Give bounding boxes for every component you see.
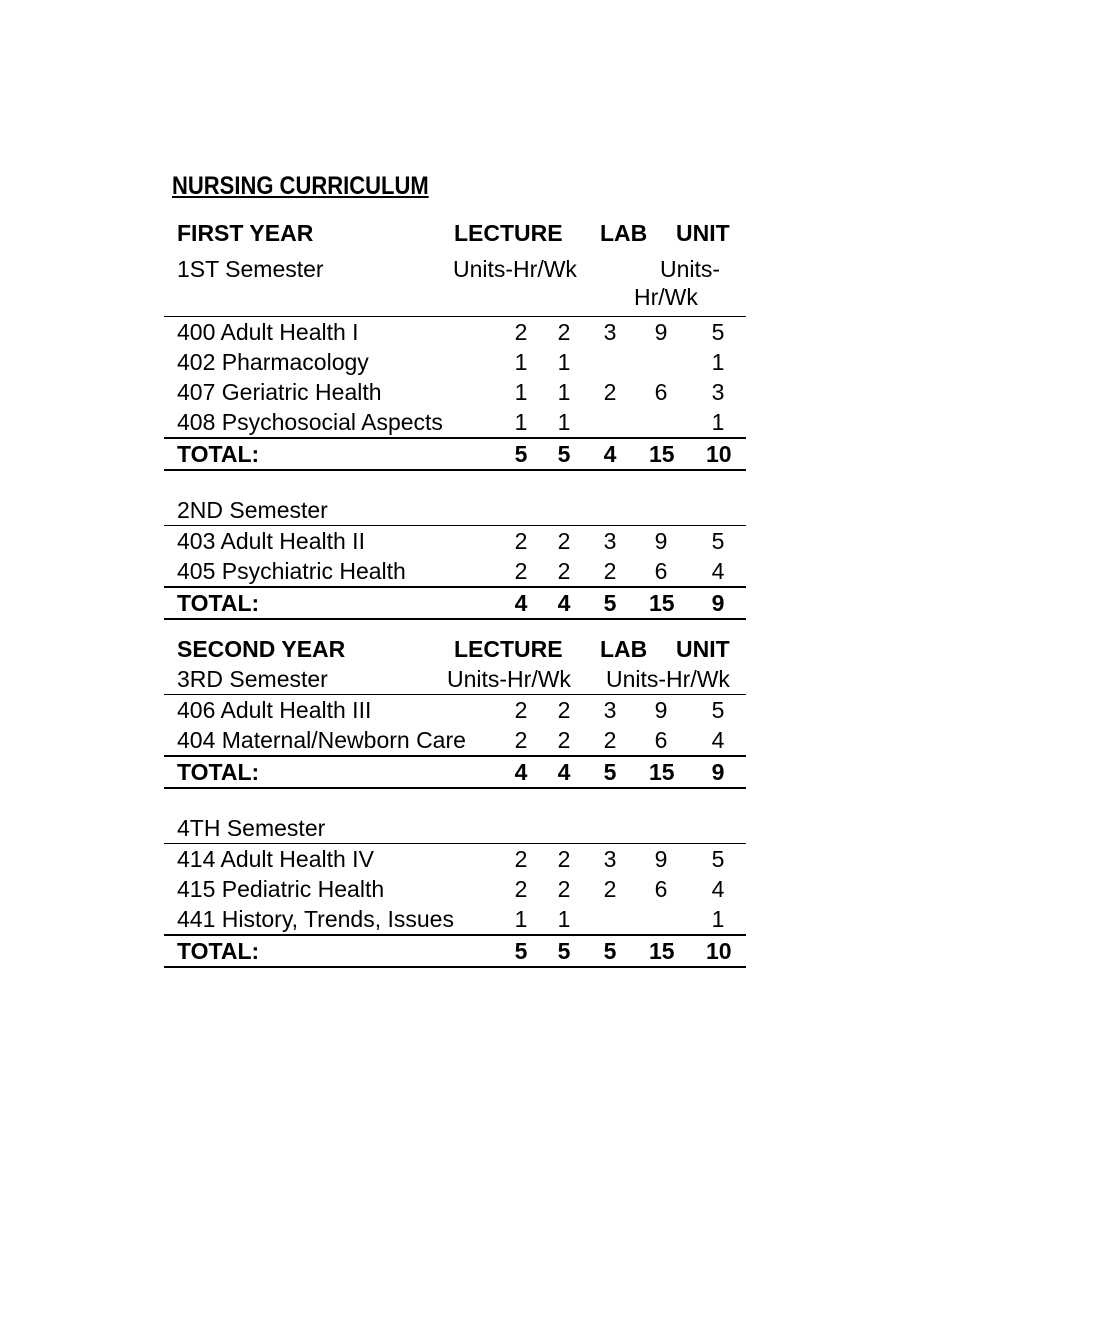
- total-units: 1: [711, 409, 725, 435]
- lab-hours: 15: [649, 759, 675, 785]
- lab-units: 3: [603, 528, 617, 554]
- lecture-hours: 1: [557, 349, 571, 375]
- column-header-lecture: LECTURE: [454, 220, 563, 246]
- lab-units-label: Units-Hr/Wk: [606, 666, 730, 692]
- course-name: 405 Psychiatric Health: [177, 558, 406, 584]
- semester-subheader-row: [164, 664, 746, 694]
- course-name: TOTAL:: [177, 759, 260, 785]
- second-year-header-row: [164, 634, 746, 664]
- total-row: [164, 437, 746, 471]
- lab-hours: 15: [649, 938, 675, 964]
- table-row: [164, 695, 746, 725]
- page-title: NURSING CURRICULUM: [172, 172, 429, 200]
- lecture-hours: 1: [557, 906, 571, 932]
- total-units: 9: [711, 759, 725, 785]
- lecture-units: 1: [514, 409, 528, 435]
- total-units: 4: [711, 727, 725, 753]
- lecture-hours: 5: [557, 938, 571, 964]
- course-name: 408 Psychosocial Aspects: [177, 409, 443, 435]
- semester-label: 2ND Semester: [177, 497, 328, 523]
- lecture-units: 2: [514, 727, 528, 753]
- lab-hours: 6: [654, 558, 668, 584]
- second-year-table: [164, 634, 746, 968]
- lecture-hours: 2: [557, 727, 571, 753]
- lab-hours: 6: [654, 379, 668, 405]
- column-header-unit: UNIT: [676, 220, 730, 246]
- first-year-header-row: [164, 218, 746, 248]
- lecture-units: 5: [514, 938, 528, 964]
- lecture-hours: 1: [557, 409, 571, 435]
- lecture-units: 5: [514, 441, 528, 467]
- lecture-hours: 2: [557, 697, 571, 723]
- table-row: [164, 317, 746, 347]
- lecture-units: 2: [514, 528, 528, 554]
- year-heading: SECOND YEAR: [177, 636, 346, 662]
- total-units: 4: [711, 876, 725, 902]
- column-header-lecture: LECTURE: [454, 636, 563, 662]
- column-header-unit: UNIT: [676, 636, 730, 662]
- lab-hours: 9: [654, 697, 668, 723]
- course-name: 403 Adult Health II: [177, 528, 365, 554]
- course-name: TOTAL:: [177, 590, 260, 616]
- semester-label: 1ST Semester: [177, 256, 324, 282]
- lab-units: 5: [603, 759, 617, 785]
- lab-hours: 9: [654, 319, 668, 345]
- lab-units: 2: [603, 379, 617, 405]
- lecture-hours: 2: [557, 876, 571, 902]
- lab-units: 2: [603, 558, 617, 584]
- lab-units: 5: [603, 590, 617, 616]
- year-heading: FIRST YEAR: [177, 220, 314, 246]
- course-name: 402 Pharmacology: [177, 349, 369, 375]
- table-row: [164, 725, 746, 755]
- total-row: [164, 586, 746, 620]
- lecture-hours: 4: [557, 759, 571, 785]
- sem1-course-list: [164, 316, 746, 437]
- course-name: 404 Maternal/Newborn Care: [177, 727, 466, 753]
- course-name: 414 Adult Health IV: [177, 846, 374, 872]
- sem2-course-list: [164, 525, 746, 586]
- lecture-units: 1: [514, 906, 528, 932]
- table-row: [164, 377, 746, 407]
- lecture-hours: 2: [557, 558, 571, 584]
- lecture-units: 2: [514, 846, 528, 872]
- column-header-lab: LAB: [600, 220, 648, 246]
- lecture-units: 1: [514, 349, 528, 375]
- sem4-course-list: [164, 843, 746, 934]
- lecture-units-label: Units-Hr/Wk: [453, 256, 577, 282]
- course-name: 406 Adult Health III: [177, 697, 372, 723]
- column-header-lab: LAB: [600, 636, 648, 662]
- total-units: 3: [711, 379, 725, 405]
- total-units: 4: [711, 558, 725, 584]
- lecture-hours: 2: [557, 846, 571, 872]
- course-name: TOTAL:: [177, 441, 260, 467]
- semester-label: 3RD Semester: [177, 666, 328, 692]
- lecture-units: 2: [514, 558, 528, 584]
- semester-label: 4TH Semester: [177, 815, 326, 841]
- lab-hours: 6: [654, 876, 668, 902]
- total-units: 10: [706, 938, 732, 964]
- total-units: 5: [711, 319, 725, 345]
- table-row: [164, 347, 746, 377]
- lecture-units: 4: [514, 759, 528, 785]
- semester-subheader-row: [164, 813, 746, 843]
- lab-hours: 15: [649, 590, 675, 616]
- course-name: 407 Geriatric Health: [177, 379, 382, 405]
- table-row: [164, 556, 746, 586]
- table-row: [164, 526, 746, 556]
- lab-hours: 6: [654, 727, 668, 753]
- lecture-units: 2: [514, 697, 528, 723]
- lecture-hours: 2: [557, 528, 571, 554]
- lab-hours: 9: [654, 528, 668, 554]
- total-units: 10: [706, 441, 732, 467]
- lecture-units: 4: [514, 590, 528, 616]
- lab-units: 2: [603, 727, 617, 753]
- total-row: [164, 755, 746, 789]
- lab-units: 3: [603, 846, 617, 872]
- lab-units: 5: [603, 938, 617, 964]
- lab-units-label-line2: Hr/Wk: [634, 284, 698, 310]
- lab-units: 2: [603, 876, 617, 902]
- course-name: TOTAL:: [177, 938, 260, 964]
- lecture-hours: 1: [557, 379, 571, 405]
- total-units: 5: [711, 528, 725, 554]
- semester-subheader-row: [164, 254, 746, 316]
- lab-units: 4: [603, 441, 617, 467]
- lecture-units: 2: [514, 876, 528, 902]
- course-name: 441 History, Trends, Issues: [177, 906, 454, 932]
- lecture-hours: 4: [557, 590, 571, 616]
- lecture-units: 2: [514, 319, 528, 345]
- table-row: [164, 874, 746, 904]
- course-name: 415 Pediatric Health: [177, 876, 385, 902]
- total-units: 5: [711, 846, 725, 872]
- lecture-units: 1: [514, 379, 528, 405]
- total-units: 1: [711, 349, 725, 375]
- total-units: 9: [711, 590, 725, 616]
- lab-units: 3: [603, 697, 617, 723]
- lecture-hours: 5: [557, 441, 571, 467]
- total-units: 5: [711, 697, 725, 723]
- total-row: [164, 934, 746, 968]
- table-row: [164, 844, 746, 874]
- lab-units: 3: [603, 319, 617, 345]
- course-name: 400 Adult Health I: [177, 319, 359, 345]
- table-row: [164, 407, 746, 437]
- lecture-hours: 2: [557, 319, 571, 345]
- table-row: [164, 904, 746, 934]
- lecture-units-label: Units-Hr/Wk: [447, 666, 571, 692]
- first-year-table: [164, 218, 746, 620]
- lab-units-label-line1: Units-: [660, 256, 721, 282]
- semester-subheader-row: [164, 495, 746, 525]
- lab-hours: 15: [649, 441, 675, 467]
- total-units: 1: [711, 906, 725, 932]
- sem3-course-list: [164, 694, 746, 755]
- lab-hours: 9: [654, 846, 668, 872]
